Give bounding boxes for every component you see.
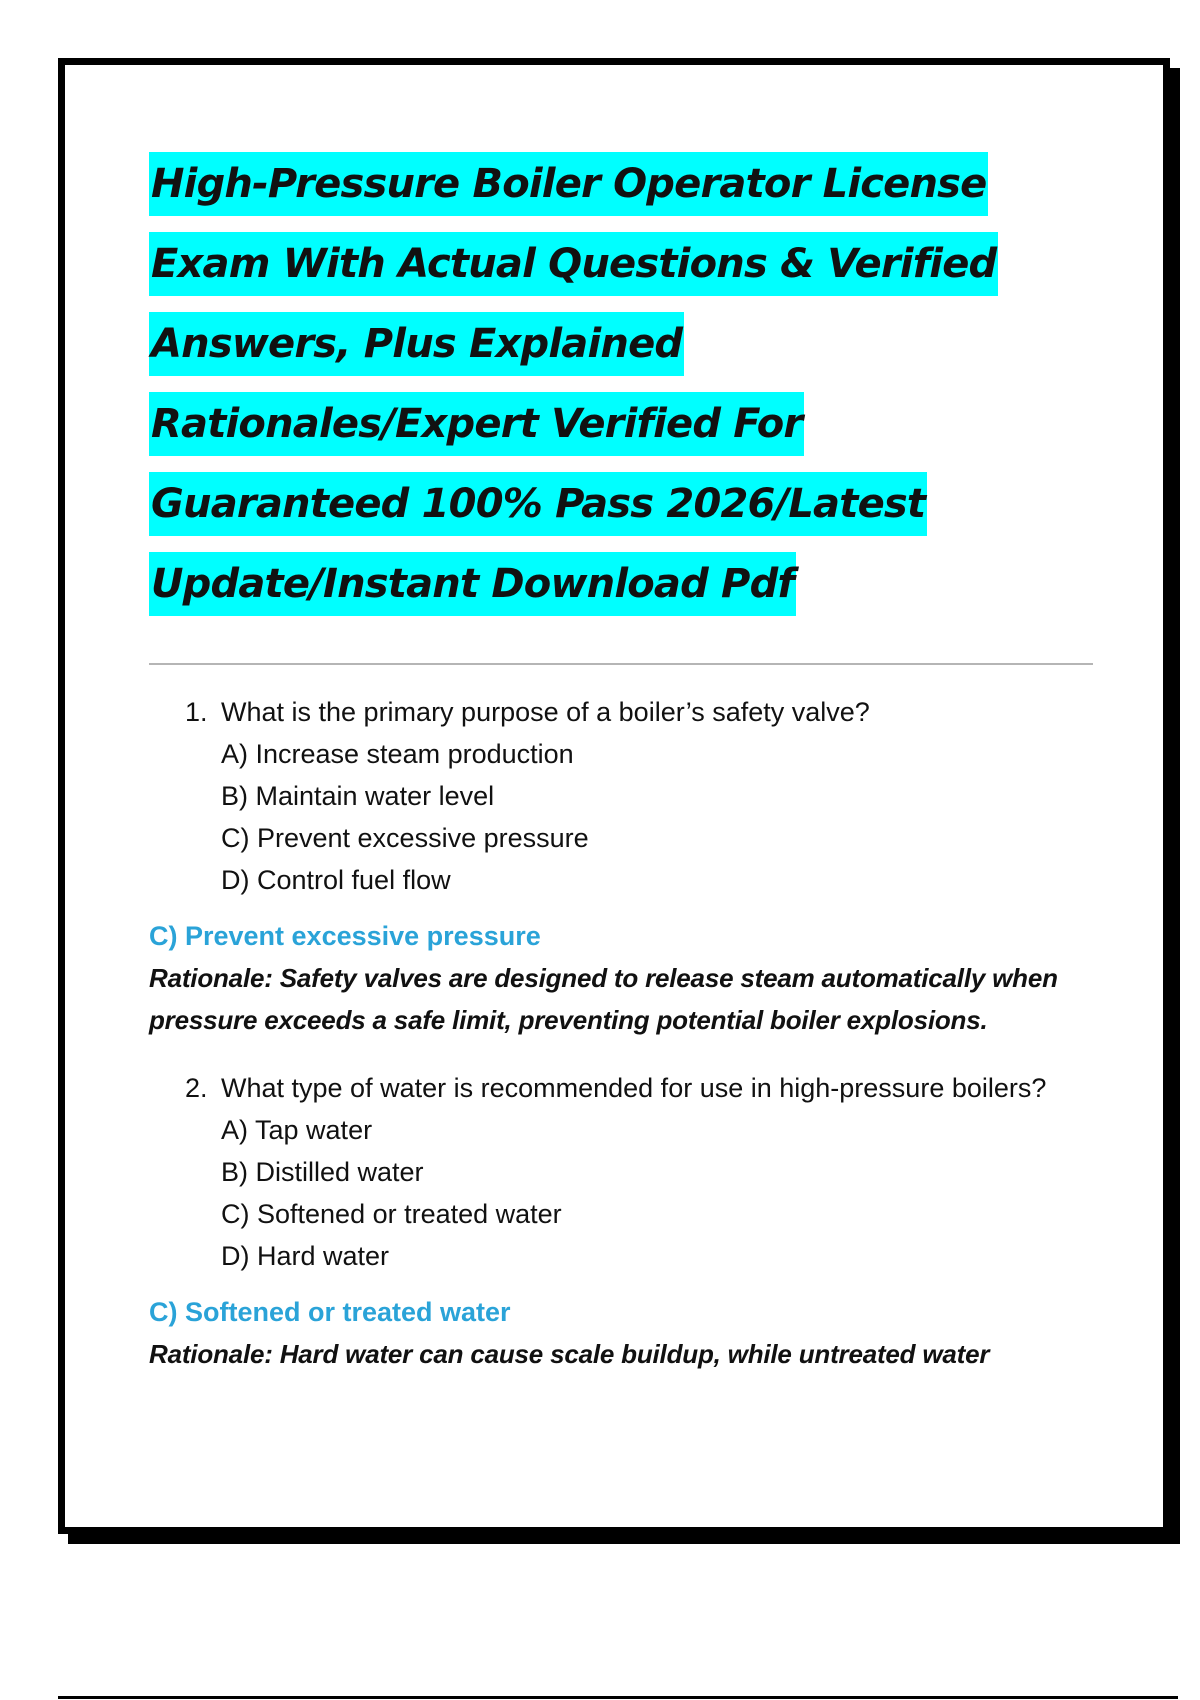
- rationale-1: Rationale: Safety valves are designed to release steam automatically when pressure exceeds a safe limit, preventing potential boiler explosions.: [149, 963, 1058, 1035]
- option-a: A) Increase steam production: [221, 739, 574, 769]
- page-bottom-rule: [58, 1696, 1178, 1699]
- option-c: C) Softened or treated water: [221, 1199, 562, 1229]
- option-a: A) Tap water: [221, 1115, 373, 1145]
- answer-2: C) Softened or treated water: [149, 1297, 511, 1327]
- answer-1: C) Prevent excessive pressure: [149, 921, 541, 951]
- question-number: 2.: [185, 1073, 208, 1103]
- document-content: [149, 147, 1099, 1375]
- option-c: C) Prevent excessive pressure: [221, 823, 589, 853]
- question-text: What type of water is recommended for use in high-pressure boilers?: [221, 1073, 1047, 1103]
- title-line: Answers, Plus Explained: [149, 312, 684, 376]
- option-b: B) Maintain water level: [221, 781, 495, 811]
- question-text: What is the primary purpose of a boiler’s safety valve?: [221, 697, 870, 727]
- rationale-2: Rationale: Hard water can cause scale buildup, while untreated water: [149, 1339, 990, 1369]
- page-frame: [58, 58, 1170, 1534]
- title-line: Rationales/Expert Verified For: [149, 392, 804, 456]
- question-number: 1.: [185, 697, 208, 727]
- option-d: D) Control fuel flow: [221, 865, 451, 895]
- title-line: High-Pressure Boiler Operator License: [149, 152, 988, 216]
- title-line: Guaranteed 100% Pass 2026/Latest: [149, 472, 927, 536]
- document-title: [149, 147, 1099, 627]
- question-2: [149, 1067, 1099, 1277]
- option-d: D) Hard water: [221, 1241, 390, 1271]
- option-b: B) Distilled water: [221, 1157, 424, 1187]
- title-line: Update/Instant Download Pdf: [149, 552, 796, 616]
- title-line: Exam With Actual Questions & Verified: [149, 232, 998, 296]
- horizontal-rule: [149, 663, 1093, 665]
- question-1: [149, 691, 1099, 901]
